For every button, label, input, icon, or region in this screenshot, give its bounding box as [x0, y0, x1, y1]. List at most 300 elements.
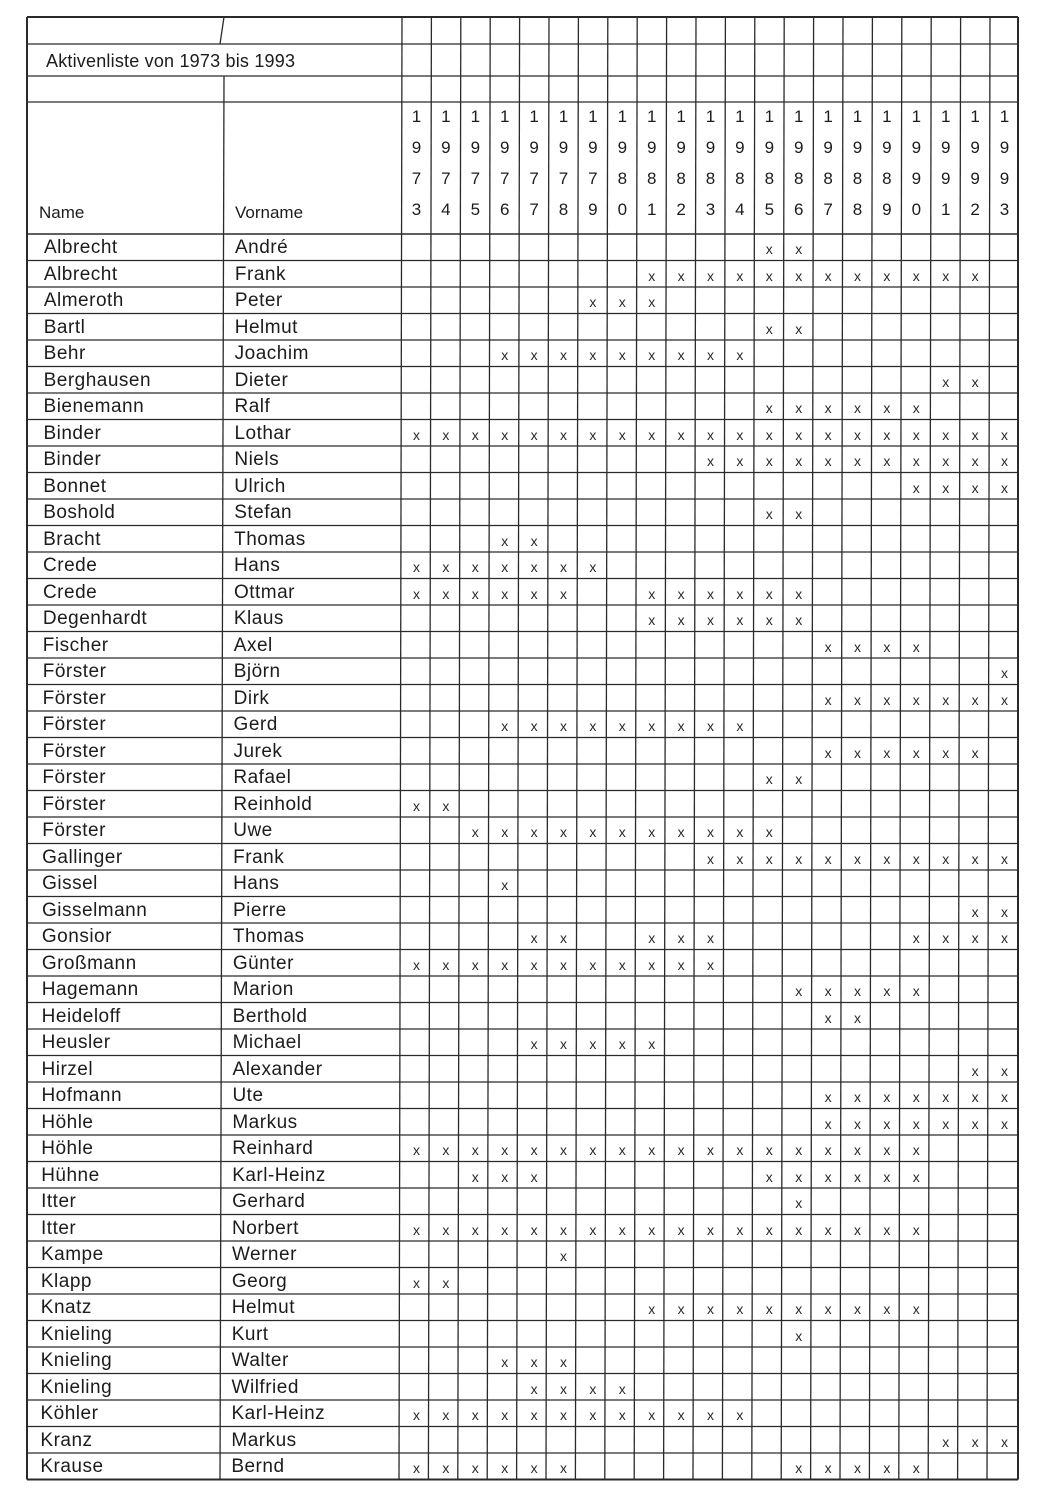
activity-mark: x	[501, 718, 509, 734]
activity-mark: x	[736, 1142, 744, 1158]
col-rule-year	[458, 17, 461, 1480]
row-vorname: Walter	[231, 1350, 289, 1371]
row-name: Degenhardt	[42, 608, 148, 629]
row-name: Itter	[41, 1217, 77, 1239]
activity-mark: x	[442, 559, 450, 575]
year-header-digit: 0	[911, 200, 922, 219]
year-header-digit: 9	[940, 169, 951, 188]
activity-mark: x	[618, 347, 626, 363]
activity-mark: x	[795, 1195, 803, 1211]
activity-mark: x	[648, 930, 656, 946]
activity-mark: x	[530, 718, 538, 734]
activity-mark: x	[971, 1433, 979, 1450]
row-name: Kranz	[40, 1429, 93, 1451]
activity-mark: x	[648, 1036, 656, 1052]
col-rule-year	[781, 17, 784, 1480]
activity-mark: x	[765, 506, 773, 522]
row-name: Bartl	[43, 316, 86, 338]
activity-mark: x	[442, 797, 450, 814]
activity-mark: x	[971, 744, 979, 761]
activity-mark: x	[971, 903, 979, 920]
year-header-digit: 8	[823, 169, 833, 188]
activity-mark: x	[824, 1168, 832, 1185]
activity-mark: x	[707, 1407, 714, 1423]
activity-mark: x	[707, 1301, 714, 1317]
activity-mark: x	[501, 1460, 509, 1476]
year-header-digit: 8	[558, 200, 569, 219]
row-name: Binder	[43, 422, 102, 444]
row-vorname: Bernd	[231, 1456, 285, 1477]
activity-mark: x	[971, 930, 979, 946]
activity-mark: x	[824, 1089, 832, 1105]
activity-mark: x	[765, 241, 773, 257]
year-header-digit: 9	[441, 138, 451, 157]
row-vorname: Alexander	[232, 1058, 323, 1080]
activity-mark: x	[824, 1460, 832, 1476]
activity-mark: x	[736, 1407, 744, 1423]
activity-mark: x	[971, 1089, 979, 1105]
activity-mark: x	[501, 532, 509, 549]
year-header-digit: 9	[588, 138, 598, 157]
activity-mark: x	[471, 1460, 479, 1476]
activity-mark: x	[971, 1115, 979, 1132]
row-vorname: Ottmar	[233, 581, 296, 603]
activity-mark: x	[795, 241, 803, 257]
year-header-digit: 8	[882, 169, 892, 188]
year-header-digit: 2	[970, 200, 980, 219]
row-name: Crede	[42, 581, 98, 603]
activity-mark: x	[677, 718, 685, 734]
row-vorname: André	[235, 237, 289, 258]
row-name: Kampe	[40, 1244, 104, 1265]
activity-mark: x	[707, 426, 714, 443]
row-vorname: Frank	[234, 263, 286, 285]
activity-mark: x	[912, 691, 920, 708]
year-header-digit: 9	[970, 169, 980, 188]
col-rule-year	[664, 17, 667, 1480]
activity-mark: x	[560, 347, 567, 363]
row-name: Fischer	[42, 634, 109, 656]
activity-mark: x	[1001, 691, 1008, 708]
activity-mark: x	[736, 585, 744, 602]
activity-mark: x	[677, 612, 685, 628]
activity-mark: x	[707, 930, 714, 946]
activity-mark: x	[560, 1036, 567, 1052]
row-vorname: Michael	[232, 1032, 302, 1053]
year-header-digit: 1	[911, 107, 922, 126]
year-header-digit: 6	[793, 200, 804, 219]
row-vorname: Karl-Heinz	[232, 1164, 326, 1186]
year-header-digit: 9	[911, 138, 922, 157]
activity-mark: x	[765, 267, 773, 284]
row-name: Hofmann	[41, 1085, 123, 1106]
activity-mark: x	[942, 850, 950, 867]
activity-mark: x	[765, 585, 773, 602]
activity-mark: x	[413, 585, 420, 602]
activity-mark: x	[501, 1407, 509, 1423]
activity-mark: x	[442, 956, 450, 973]
activity-mark: x	[765, 1301, 773, 1317]
row-vorname: Gerhard	[232, 1191, 306, 1212]
year-header-digit: 5	[764, 200, 775, 219]
activity-mark: x	[854, 1221, 861, 1238]
activity-mark: x	[530, 559, 538, 575]
activity-mark: x	[912, 1089, 920, 1105]
activity-mark: x	[413, 1407, 420, 1423]
year-header-digit: 9	[999, 138, 1010, 157]
activity-mark: x	[677, 930, 685, 946]
year-header-digit: 3	[999, 200, 1010, 219]
activity-mark: x	[501, 1354, 509, 1370]
activity-mark: x	[883, 983, 891, 999]
year-header-digit: 8	[617, 169, 628, 188]
activity-mark: x	[501, 1221, 509, 1238]
activity-mark: x	[971, 426, 979, 443]
row-name: Knieling	[40, 1323, 113, 1345]
year-header-digit: 7	[411, 169, 422, 188]
activity-mark: x	[471, 1407, 479, 1423]
activity-mark: x	[854, 1460, 861, 1476]
activity-mark: x	[501, 1142, 509, 1158]
activity-mark: x	[854, 691, 861, 708]
activity-mark: x	[824, 426, 832, 443]
activity-mark: x	[560, 559, 567, 575]
row-vorname: Stefan	[234, 502, 293, 523]
activity-mark: x	[413, 1142, 420, 1158]
activity-mark: x	[912, 638, 920, 655]
year-header-digit: 9	[882, 138, 892, 157]
activity-mark: x	[530, 1407, 538, 1423]
table-title: Aktivenliste von 1973 bis 1993	[46, 51, 296, 71]
activity-mark: x	[618, 1036, 626, 1052]
activity-mark: x	[442, 1142, 450, 1158]
activity-mark: x	[530, 532, 538, 549]
row-name: Krause	[40, 1456, 104, 1477]
activity-table	[26, 16, 1019, 1482]
activity-mark: x	[677, 956, 685, 973]
row-vorname: Helmut	[231, 1297, 295, 1318]
row-name: Knieling	[40, 1350, 113, 1371]
activity-mark: x	[824, 453, 832, 469]
activity-mark: x	[795, 1142, 803, 1158]
activity-mark: x	[795, 1221, 803, 1238]
activity-mark: x	[765, 1221, 773, 1238]
activity-mark: x	[942, 930, 950, 946]
activity-mark: x	[854, 267, 861, 284]
activity-mark: x	[560, 1407, 567, 1423]
activity-mark: x	[589, 347, 597, 363]
activity-mark: x	[971, 479, 979, 496]
activity-mark: x	[765, 850, 773, 867]
activity-mark: x	[677, 1142, 685, 1158]
activity-mark: x	[736, 426, 744, 443]
col-rule-year	[428, 17, 431, 1480]
year-header-digit: 7	[588, 169, 598, 188]
activity-mark: x	[942, 1115, 950, 1132]
activity-mark: x	[471, 585, 479, 602]
col-rule-year	[752, 17, 755, 1480]
row-vorname: Reinhard	[232, 1138, 314, 1159]
activity-mark: x	[912, 1221, 920, 1238]
activity-mark: x	[560, 1380, 567, 1397]
activity-mark: x	[471, 824, 479, 840]
activity-mark: x	[795, 1301, 803, 1317]
activity-mark: x	[707, 585, 714, 602]
year-header-digit: 7	[529, 169, 539, 188]
activity-mark: x	[677, 347, 685, 363]
year-header-digit: 1	[793, 107, 804, 126]
year-header-digit: 8	[705, 169, 716, 188]
activity-mark: x	[883, 638, 891, 655]
year-header-digit: 1	[970, 107, 980, 126]
activity-mark: x	[795, 612, 803, 628]
activity-mark: x	[883, 691, 891, 708]
year-header-digit: 1	[558, 107, 569, 126]
activity-mark: x	[501, 824, 509, 840]
row-name: Gissel	[42, 873, 98, 894]
year-header-digit: 1	[823, 107, 833, 126]
year-header-digit: 1	[764, 107, 775, 126]
row-vorname: Kurt	[231, 1323, 269, 1345]
activity-mark: x	[883, 453, 891, 469]
activity-mark: x	[677, 824, 685, 840]
activity-mark: x	[530, 1380, 538, 1397]
activity-mark: x	[795, 426, 803, 443]
activity-mark: x	[530, 1460, 538, 1476]
activity-mark: x	[530, 1354, 538, 1370]
activity-mark: x	[618, 1407, 626, 1423]
activity-mark: x	[912, 850, 920, 867]
activity-mark: x	[795, 1327, 803, 1344]
row-name: Förster	[42, 687, 107, 709]
activity-mark: x	[765, 824, 773, 840]
activity-mark: x	[795, 1168, 803, 1185]
activity-mark: x	[471, 559, 479, 575]
row-name: Bonnet	[43, 475, 107, 497]
row-name: Berghausen	[43, 369, 152, 391]
activity-mark: x	[912, 1460, 920, 1476]
year-header-digit: 1	[999, 107, 1010, 126]
activity-mark: x	[618, 956, 626, 973]
activity-mark: x	[912, 983, 920, 999]
row-name: Gisselmann	[42, 899, 148, 921]
year-header-digit: 9	[470, 138, 481, 157]
year-header-digit: 8	[793, 169, 804, 188]
row-vorname: Marion	[232, 979, 294, 1000]
activity-mark: x	[883, 850, 891, 867]
activity-mark: x	[618, 426, 626, 443]
activity-mark: x	[413, 956, 420, 973]
row-vorname: Werner	[231, 1244, 297, 1265]
activity-mark: x	[942, 744, 950, 761]
row-name: Hagemann	[41, 979, 139, 1000]
col-rule-year	[517, 17, 520, 1480]
activity-mark: x	[854, 744, 861, 761]
activity-mark: x	[912, 267, 920, 284]
year-header-digit: 9	[529, 138, 539, 157]
year-header-digit: 1	[940, 107, 951, 126]
row-vorname: Dieter	[234, 369, 289, 391]
row-vorname: Ute	[232, 1085, 264, 1106]
activity-mark: x	[912, 1115, 920, 1132]
activity-mark: x	[795, 983, 803, 999]
activity-mark: x	[971, 1062, 979, 1079]
activity-mark: x	[501, 877, 509, 893]
year-header-digit: 9	[499, 138, 510, 157]
activity-mark: x	[854, 1301, 861, 1317]
row-name: Förster	[42, 767, 107, 788]
activity-mark: x	[501, 1168, 509, 1185]
activity-mark: x	[413, 426, 420, 443]
activity-mark: x	[560, 585, 567, 602]
activity-mark: x	[883, 1115, 891, 1132]
activity-mark: x	[589, 1036, 597, 1052]
row-name: Heusler	[41, 1032, 111, 1053]
activity-mark: x	[736, 453, 744, 469]
row-name: Behr	[43, 343, 86, 364]
activity-mark: x	[707, 453, 714, 469]
activity-mark: x	[677, 267, 685, 284]
activity-mark: x	[795, 506, 803, 522]
activity-mark: x	[413, 797, 420, 814]
row-name: Bienemann	[43, 396, 145, 417]
row-vorname: Ulrich	[234, 475, 286, 497]
activity-mark: x	[530, 1036, 538, 1052]
activity-mark: x	[795, 453, 803, 469]
year-header-digit: 5	[470, 200, 481, 219]
activity-mark: x	[883, 400, 891, 416]
activity-mark: x	[413, 1221, 420, 1238]
activity-mark: x	[471, 1142, 479, 1158]
activity-mark: x	[530, 1221, 538, 1238]
activity-mark: x	[530, 824, 538, 840]
row-name: Gallinger	[42, 846, 123, 868]
activity-mark: x	[589, 294, 597, 310]
col-rule-year	[487, 17, 490, 1480]
activity-mark: x	[560, 1221, 567, 1238]
row-vorname: Helmut	[234, 316, 298, 338]
row-vorname: Hans	[233, 873, 280, 894]
year-header-digit: 9	[411, 138, 422, 157]
year-header-digit: 3	[705, 200, 716, 219]
activity-mark: x	[795, 400, 803, 416]
activity-mark: x	[707, 1221, 714, 1238]
activity-mark: x	[560, 426, 567, 443]
year-header-digit: 7	[529, 200, 539, 219]
activity-mark: x	[971, 691, 979, 708]
vorname-column-header: Vorname	[235, 203, 304, 222]
activity-mark: x	[854, 1168, 861, 1185]
activity-mark: x	[589, 824, 597, 840]
row-name: Hühne	[41, 1164, 100, 1186]
activity-mark: x	[471, 1221, 479, 1238]
activity-mark: x	[795, 850, 803, 867]
activity-mark: x	[971, 453, 979, 469]
year-header-digit: 9	[735, 138, 745, 157]
activity-mark: x	[677, 585, 685, 602]
activity-mark: x	[560, 1354, 567, 1370]
activity-mark: x	[648, 718, 656, 734]
row-vorname: Wilfried	[231, 1376, 299, 1398]
row-name: Köhler	[40, 1403, 99, 1424]
activity-mark: x	[589, 1142, 597, 1158]
activity-mark: x	[589, 718, 597, 734]
row-name: Förster	[42, 820, 106, 841]
activity-mark: x	[648, 267, 656, 284]
activity-mark: x	[765, 1168, 773, 1185]
row-name: Höhle	[41, 1138, 94, 1159]
activity-mark: x	[824, 1115, 832, 1132]
activity-mark: x	[1001, 426, 1008, 443]
row-name: Hirzel	[41, 1058, 94, 1080]
row-vorname: Frank	[233, 846, 285, 868]
row-name: Förster	[42, 793, 106, 815]
activity-mark: x	[589, 1380, 597, 1397]
activity-mark: x	[824, 691, 832, 708]
year-header-digit: 9	[823, 138, 833, 157]
year-header-digit: 9	[793, 138, 804, 157]
activity-mark: x	[707, 1142, 714, 1158]
activity-mark: x	[854, 453, 861, 469]
year-header-digit: 1	[617, 107, 628, 126]
activity-mark: x	[971, 850, 979, 867]
activity-mark: x	[824, 1221, 832, 1238]
activity-mark: x	[530, 1142, 538, 1158]
activity-mark: x	[442, 585, 450, 602]
activity-mark: x	[442, 1460, 450, 1476]
activity-mark: x	[707, 347, 714, 363]
activity-mark: x	[501, 559, 509, 575]
activity-mark: x	[648, 956, 656, 973]
row-vorname: Peter	[234, 290, 283, 311]
activity-mark: x	[1001, 1433, 1008, 1450]
row-name: Binder	[43, 449, 102, 470]
activity-mark: x	[560, 718, 567, 734]
row-vorname: Markus	[232, 1111, 298, 1133]
year-header-digit: 9	[970, 138, 980, 157]
activity-mark: x	[648, 294, 656, 310]
activity-mark: x	[854, 638, 861, 655]
activity-mark: x	[736, 1221, 744, 1238]
row-name: Itter	[41, 1191, 77, 1212]
activity-mark: x	[501, 347, 509, 363]
activity-mark: x	[942, 453, 950, 469]
activity-mark: x	[707, 850, 714, 867]
row-vorname: Uwe	[233, 820, 273, 841]
activity-mark: x	[883, 1168, 891, 1185]
activity-mark: x	[795, 585, 803, 602]
year-header-digit: 1	[499, 107, 510, 126]
activity-mark: x	[530, 585, 538, 602]
year-header-digit: 9	[558, 138, 569, 157]
activity-mark: x	[589, 956, 597, 973]
year-header-digit: 7	[823, 200, 833, 219]
activity-mark: x	[883, 1221, 891, 1238]
activity-mark: x	[1001, 930, 1008, 946]
activity-mark: x	[530, 426, 538, 443]
activity-mark: x	[560, 824, 567, 840]
row-name: Förster	[42, 740, 107, 762]
year-header-digit: 9	[911, 169, 922, 188]
year-header-digit: 9	[882, 200, 892, 219]
row-vorname: Niels	[234, 449, 280, 470]
activity-mark: x	[560, 1142, 567, 1158]
activity-mark: x	[677, 1407, 685, 1423]
activity-mark: x	[824, 744, 832, 761]
activity-mark: x	[883, 1301, 891, 1317]
year-header-digit: 1	[470, 107, 481, 126]
activity-mark: x	[648, 1142, 656, 1158]
